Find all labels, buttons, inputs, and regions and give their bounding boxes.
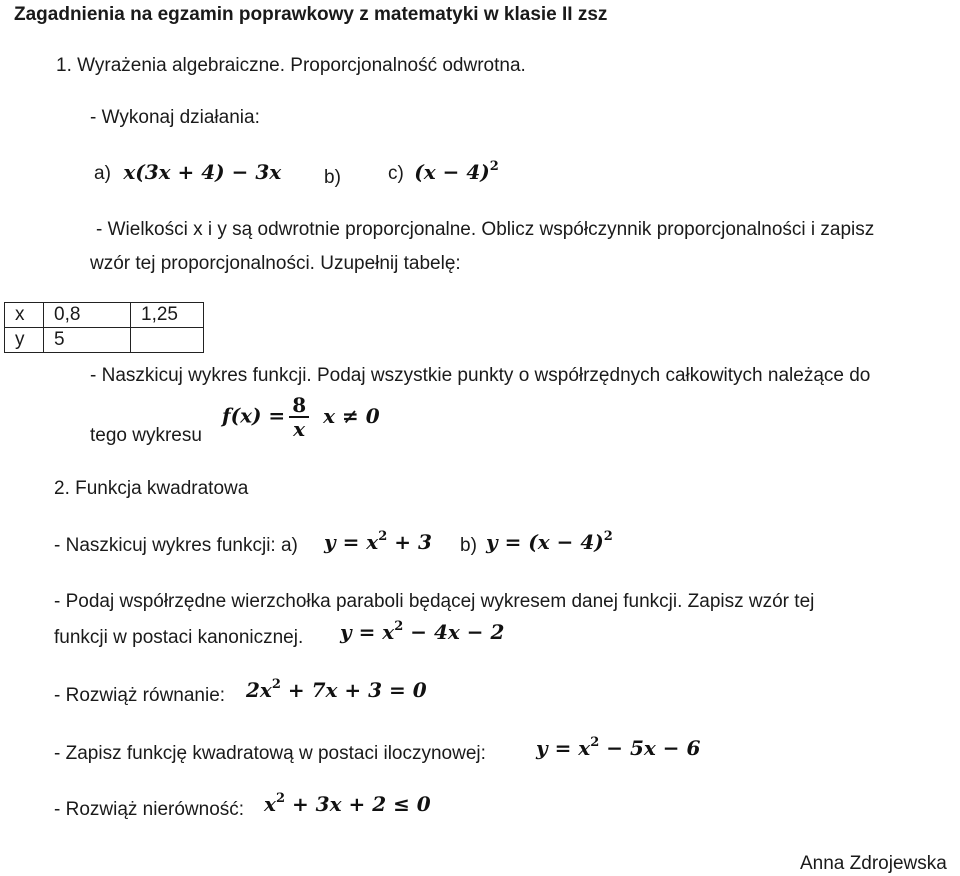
task-perform-operations: - Wykonaj działania: (90, 107, 260, 128)
task-sketch-graph-line1: - Naszkicuj wykres funkcji. Podaj wszystkie punkty o współrzędnych całkowitych należące do (90, 365, 871, 386)
document-title: Zagadnienia na egzamin poprawkowy z matematyki w klasie II zsz (14, 4, 608, 25)
table-cell: 5 (44, 328, 131, 353)
vertex-function: $y = x^2 - 4x - 2$ (340, 619, 505, 644)
author-name: Anna Zdrojewska (800, 853, 947, 874)
table-cell: x (5, 303, 44, 328)
table-cell: y (5, 328, 44, 353)
task-vertex-line2: funkcji w postaci kanonicznej. (54, 627, 304, 648)
inequality: $x^2 + 3x + 2 \le 0$ (264, 791, 431, 816)
expression-c: $(x - 4)^2$ (414, 159, 499, 184)
expression-a: x(3x + 4) − 3x (123, 160, 282, 184)
task-sketch-functions: - Naszkicuj wykres funkcji: a) (54, 535, 298, 556)
table-row-y (5, 328, 204, 353)
task-product-form: - Zapisz funkcję kwadratową w postaci iloczynowej: (54, 743, 486, 764)
task-solve-equation: - Rozwiąż równanie: (54, 685, 226, 706)
operations-row (94, 160, 281, 192)
section-1-heading: 1. Wyrażenia algebraiczne. Proporcjonalność odwrotna. (56, 55, 526, 76)
function-formula: f(x) = $\frac{8}{x}$ x ≠ 0 (222, 393, 380, 441)
sketch-function-b: $y = (x - 4)^2$ (486, 529, 613, 554)
sketch-label-b: b) (460, 535, 477, 556)
task-vertex-line1: - Podaj współrzędne wierzchołka paraboli będącej wykresem danej funkcji. Zapisz wzór tej (54, 591, 815, 612)
label-a: a) (94, 163, 111, 184)
product-form-function: $y = x^2 - 5x - 6$ (536, 735, 701, 760)
sketch-function-a: $y = x^2 + 3$ (324, 529, 432, 554)
table-cell (131, 328, 204, 353)
task-inverse-proportion-line2: wzór tej proporcjonalności. Uzupełnij tabelę: (90, 253, 461, 274)
label-c: c) (388, 163, 404, 184)
section-2-heading: 2. Funkcja kwadratowa (54, 478, 249, 499)
task-inverse-proportion-line1: - Wielkości x i y są odwrotnie proporcjonalne. Oblicz współczynnik proporcjonalności i zapisz (96, 219, 875, 240)
operation-c (388, 160, 499, 186)
table-cell: 1,25 (131, 303, 204, 328)
task-solve-inequality: - Rozwiąż nierówność: (54, 799, 245, 820)
table-cell: 0,8 (44, 303, 131, 328)
proportion-table (4, 302, 204, 353)
table-row-x (5, 303, 204, 328)
equation: $2x^2 + 7x + 3 = 0$ (246, 677, 427, 702)
task-sketch-graph-line2: tego wykresu (90, 425, 202, 446)
label-b: b) (324, 167, 341, 188)
